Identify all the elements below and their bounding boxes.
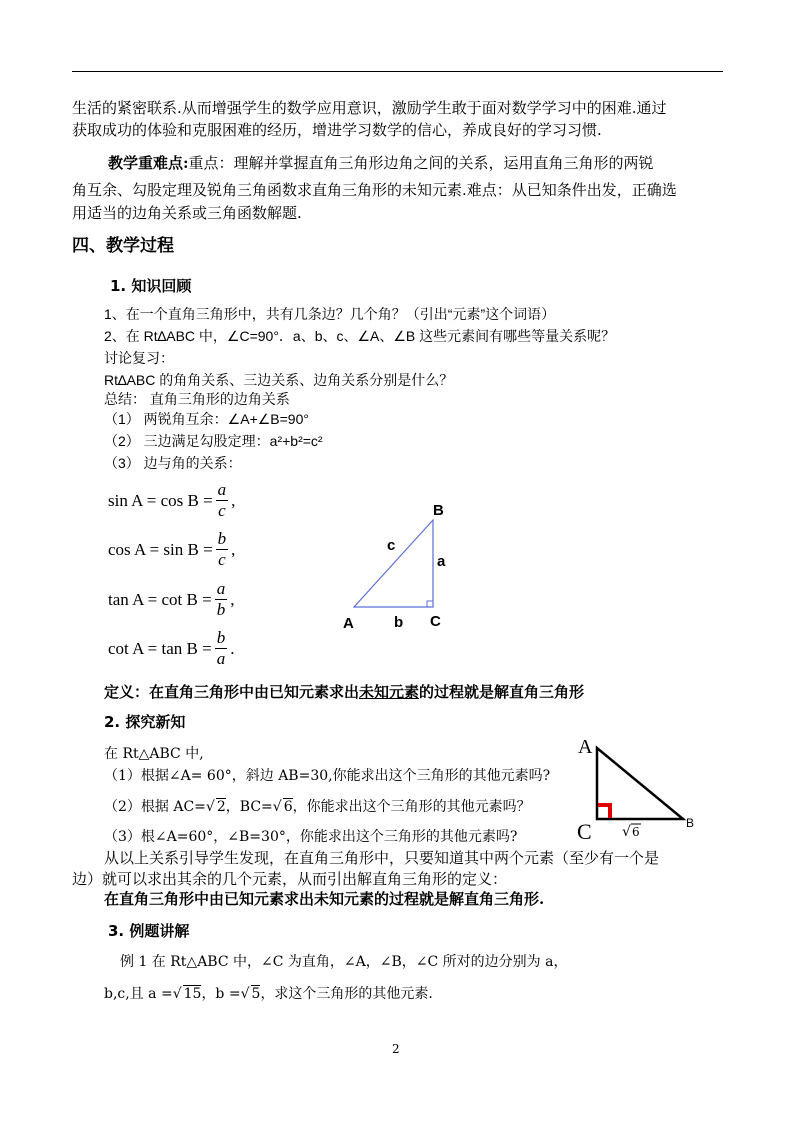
explore-q2 [104, 796, 531, 816]
intro-line-2: 获取成功的体验和克服困难的经历，增进学习数学的信心，养成良好的学习习惯. [72, 121, 602, 139]
key-points-line-2: 角互余、勾股定理及锐角三角函数求直角三角形的未知元素.难点：从已知条件出发，正确选 [72, 181, 677, 199]
fraction-denominator: c [218, 550, 226, 569]
definition-underlined: 未知元素 [359, 683, 420, 701]
formula-cot [108, 628, 234, 669]
page-number: 2 [392, 1042, 400, 1056]
formula-sin [108, 480, 235, 521]
formula-lhs: tan A = cot B = [108, 589, 212, 609]
l2-mid: ，b = [201, 986, 241, 1002]
l2-post: ，求这个三角形的其他元素. [260, 986, 433, 1002]
formula-lhs: cot A = tan B = [108, 638, 212, 658]
explore-q3: （3）根∠A=60°，∠B=30°，你能求出这个三角形的其他元素吗? [104, 829, 518, 845]
fraction-numerator: b [216, 628, 226, 647]
definition-post: 的过程就是解直角三角形 [419, 683, 585, 701]
vertex-label-a: A [343, 615, 354, 632]
fraction-numerator: a [216, 579, 226, 598]
review-r3: （3） 边与角的关系： [104, 455, 242, 471]
fraction-numerator: b [217, 529, 227, 548]
example-line-2 [104, 983, 433, 1003]
sqrt-radicand: 5 [251, 986, 261, 1002]
vertex-label-c: C [430, 613, 441, 630]
review-r1: （1） 两锐角互余：∠A+∠B=90° [104, 411, 309, 427]
triangle-diagram-2 [575, 735, 705, 845]
explore-title: 2. 探究新知 [104, 713, 186, 731]
fraction-denominator: c [218, 501, 226, 520]
review-title: 1. 知识回顾 [110, 277, 192, 295]
sqrt-radicand: 2 [216, 799, 226, 815]
q2-pre: （2）根据 AC= [104, 799, 206, 815]
side-label-b: b [394, 614, 404, 631]
review-r2: （2） 三边满足勾股定理：a²+b²=c² [104, 433, 323, 449]
q2-post: ，你能求出这个三角形的其他元素吗？ [292, 799, 531, 815]
formula-tan [108, 579, 234, 620]
triangle-1-shape [354, 520, 433, 607]
review-q2: 2、在 Rt∆ABC 中，∠C=90°．a、b、c、∠A、∠B 这些元素间有哪些等量关系呢？ [104, 328, 616, 344]
sqrt-sign: √ [622, 824, 631, 840]
key-points-line-1 [108, 152, 654, 173]
formula-end: , [231, 539, 236, 559]
triangle-diagram-1 [335, 495, 460, 635]
sqrt-radicand: 6 [283, 799, 293, 815]
fraction-denominator: b [216, 600, 226, 619]
fraction-numerator: a [217, 480, 227, 499]
vertex-label-a: A [578, 736, 593, 758]
formula-end: , [230, 589, 235, 609]
sqrt-sign: √ [240, 986, 250, 1002]
vertex-label-b: B [433, 502, 444, 519]
explore-q1: （1）根据∠A= 60°，斜边 AB=30,你能求出这个三角形的其他元素吗? [104, 768, 551, 784]
formula-lhs: cos A = sin B = [108, 539, 213, 559]
key-points-line-3: 用适当的边角关系或三角函数解题. [72, 204, 302, 222]
explore-p3: 在直角三角形中由已知元素求出未知元素的过程就是解直角三角形. [104, 890, 545, 908]
example-line-1: 例 1 在 Rt△ABC 中，∠C 为直角，∠A，∠B，∠C 所对的边分别为 a， [120, 954, 568, 970]
explore-p1: 从以上关系引导学生发现，在直角三角形中，只要知道其中两个元素（至少有一个是 [104, 849, 660, 867]
key-points-label: 教学重难点: [108, 154, 189, 172]
review-discuss: 讨论复习： [104, 350, 174, 366]
formula-lhs: sin A = cos B = [108, 490, 213, 510]
review-q1: 1、在一个直角三角形中，共有几条边？几个角？（引出“元素”这个词语） [104, 306, 556, 322]
explore-p2: 边）就可以求出其余的几个元素，从而引出解直角三角形的定义： [72, 870, 508, 888]
l2-pre: b,c,且 a = [104, 986, 173, 1002]
right-angle-mark [427, 601, 433, 607]
sqrt-sign: √ [272, 799, 282, 815]
q2-mid: ，BC= [225, 799, 273, 815]
vertex-label-c: C [577, 819, 592, 844]
formula-fraction [215, 579, 228, 620]
formula-end: , [231, 490, 236, 510]
right-angle-mark [598, 805, 610, 818]
definition-pre: 定义：在直角三角形中由已知元素求出 [104, 683, 360, 701]
formula-end: . [230, 638, 235, 658]
side-label-cb: 6 [632, 825, 640, 839]
side-label-c: c [387, 537, 396, 554]
sqrt-sign: √ [172, 986, 182, 1002]
key-points-text-1: 重点：理解并掌握直角三角形边角之间的关系，运用直角三角形的两锐 [188, 154, 654, 172]
intro-line-1: 生活的紧密联系.从而增强学生的数学应用意识，激励学生敢于面对数学学习中的困难.通过 [72, 99, 667, 117]
definition [104, 681, 584, 702]
formula-cos [108, 529, 235, 570]
header-rule [72, 71, 723, 72]
sqrt-sign: √ [205, 799, 215, 815]
formula-fraction [216, 480, 229, 521]
sqrt-radicand: 15 [183, 986, 202, 1002]
review-summary: 总结： 直角三角形的边角关系 [104, 391, 290, 407]
vertex-label-b: B [686, 816, 695, 830]
fraction-denominator: a [216, 649, 226, 668]
explore-intro: 在 Rt△ABC 中, [104, 746, 204, 762]
review-q3: Rt∆ABC 的角角关系、三边关系、边角关系分别是什么？ [104, 372, 454, 388]
example-title: 3. 例题讲解 [108, 922, 190, 940]
side-label-a: a [437, 553, 446, 570]
formula-fraction [215, 628, 228, 669]
formula-fraction [216, 529, 229, 570]
section-4-title: 四、教学过程 [72, 236, 174, 256]
